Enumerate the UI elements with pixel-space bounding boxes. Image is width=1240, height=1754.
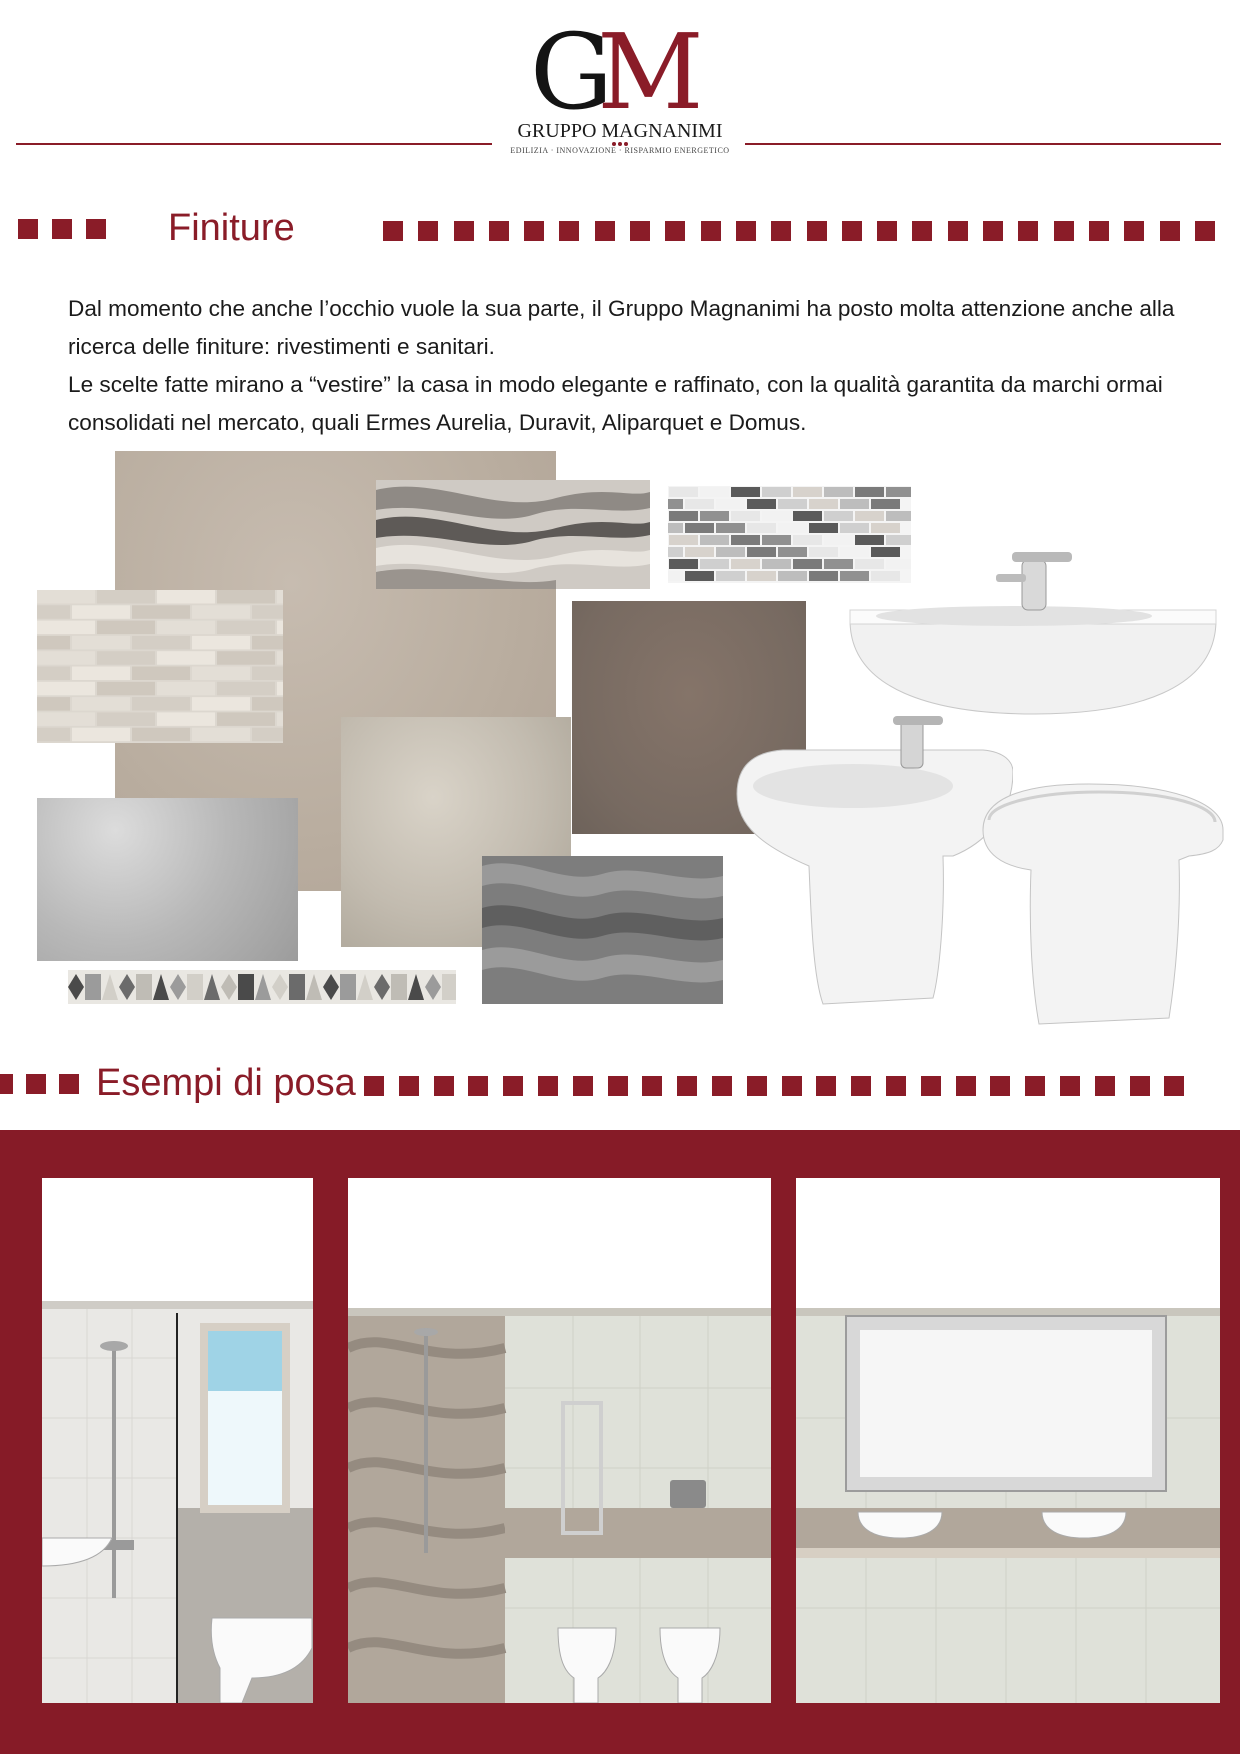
- header-square: [816, 1076, 836, 1096]
- examples-squares-right: [364, 1076, 1184, 1096]
- header-square: [434, 1076, 454, 1096]
- header-rule-right: [745, 143, 1221, 145]
- bathroom-wave-wall: [348, 1178, 771, 1703]
- header-square: [630, 221, 650, 241]
- header-square: [983, 221, 1003, 241]
- header-square: [399, 1076, 419, 1096]
- header-square: [948, 221, 968, 241]
- finishes-squares-left: [18, 219, 106, 239]
- pattern-border-tile: [68, 970, 456, 1004]
- header-square: [677, 1076, 697, 1096]
- header-square: [1195, 221, 1215, 241]
- header-square: [665, 221, 685, 241]
- header-square: [1025, 1076, 1045, 1096]
- header-square: [1060, 1076, 1080, 1096]
- header-rule-left: [16, 143, 492, 145]
- washbasin: [844, 540, 1220, 716]
- company-name: GRUPPO MAGNANIMI: [517, 120, 723, 142]
- header-square: [418, 221, 438, 241]
- header-square: [842, 221, 862, 241]
- header-square: [771, 221, 791, 241]
- header-square: [364, 1076, 384, 1096]
- header-square: [503, 1076, 523, 1096]
- header-square: [956, 1076, 976, 1096]
- bidet: [733, 716, 1013, 1010]
- header-square: [1160, 221, 1180, 241]
- header-square: [489, 221, 509, 241]
- grey-wave-tile: [482, 856, 723, 1004]
- examples-squares-left: [0, 1074, 79, 1094]
- header-square: [1054, 221, 1074, 241]
- header-square: [1130, 1076, 1150, 1096]
- header-square: [851, 1076, 871, 1096]
- header-square: [573, 1076, 593, 1096]
- header-square: [990, 1076, 1010, 1096]
- company-tagline: EDILIZIA · INNOVAZIONE · RISPARMIO ENERGETICO: [510, 146, 730, 155]
- header-square: [1124, 221, 1144, 241]
- finishes-title: Finiture: [168, 207, 295, 249]
- header-square: [595, 221, 615, 241]
- header-square: [608, 1076, 628, 1096]
- header-square: [468, 1076, 488, 1096]
- speckled-tile: [37, 798, 298, 961]
- header-square: [782, 1076, 802, 1096]
- header-square: [701, 221, 721, 241]
- header-square: [912, 221, 932, 241]
- intro-text: [68, 290, 1178, 442]
- header-square: [1018, 221, 1038, 241]
- strip-tile: [37, 590, 283, 743]
- header-square: [642, 1076, 662, 1096]
- logo-letter-g: G: [530, 11, 598, 133]
- header-square: [538, 1076, 558, 1096]
- header-square: [736, 221, 756, 241]
- header-square: [1164, 1076, 1184, 1096]
- header-square: [747, 1076, 767, 1096]
- wave-decor-tile: [376, 480, 650, 589]
- header-square: [559, 221, 579, 241]
- header-square: [886, 1076, 906, 1096]
- examples-title: Esempi di posa: [96, 1062, 356, 1104]
- toilet: [979, 780, 1231, 1026]
- intro-paragraph-1: Dal momento che anche l’occhio vuole la sua parte, il Gruppo Magnanimi ha posto molta attenzione anche alla ricerca delle finiture: rivestimenti e sanitari.: [68, 296, 1175, 359]
- header-square: [712, 1076, 732, 1096]
- header-square: [807, 221, 827, 241]
- intro-paragraph-2: Le scelte fatte mirano a “vestire” la casa in modo elegante e raffinato, con la qualità garantita da marchi ormai consolidati nel mercato, quali Ermes Aurelia, Duravit, Aliparquet e Domus.: [68, 372, 1163, 435]
- finishes-squares-right: [383, 221, 1215, 241]
- header-square: [1089, 221, 1109, 241]
- header-square: [524, 221, 544, 241]
- logo-letter-m: M: [597, 11, 688, 133]
- bathroom-shower-wall: [42, 1178, 313, 1703]
- header-square: [1095, 1076, 1115, 1096]
- header-square: [454, 221, 474, 241]
- bathroom-double-sink-wall: [796, 1178, 1220, 1703]
- header-square: [877, 221, 897, 241]
- header-square: [383, 221, 403, 241]
- header-square: [921, 1076, 941, 1096]
- company-logo: [500, 11, 740, 162]
